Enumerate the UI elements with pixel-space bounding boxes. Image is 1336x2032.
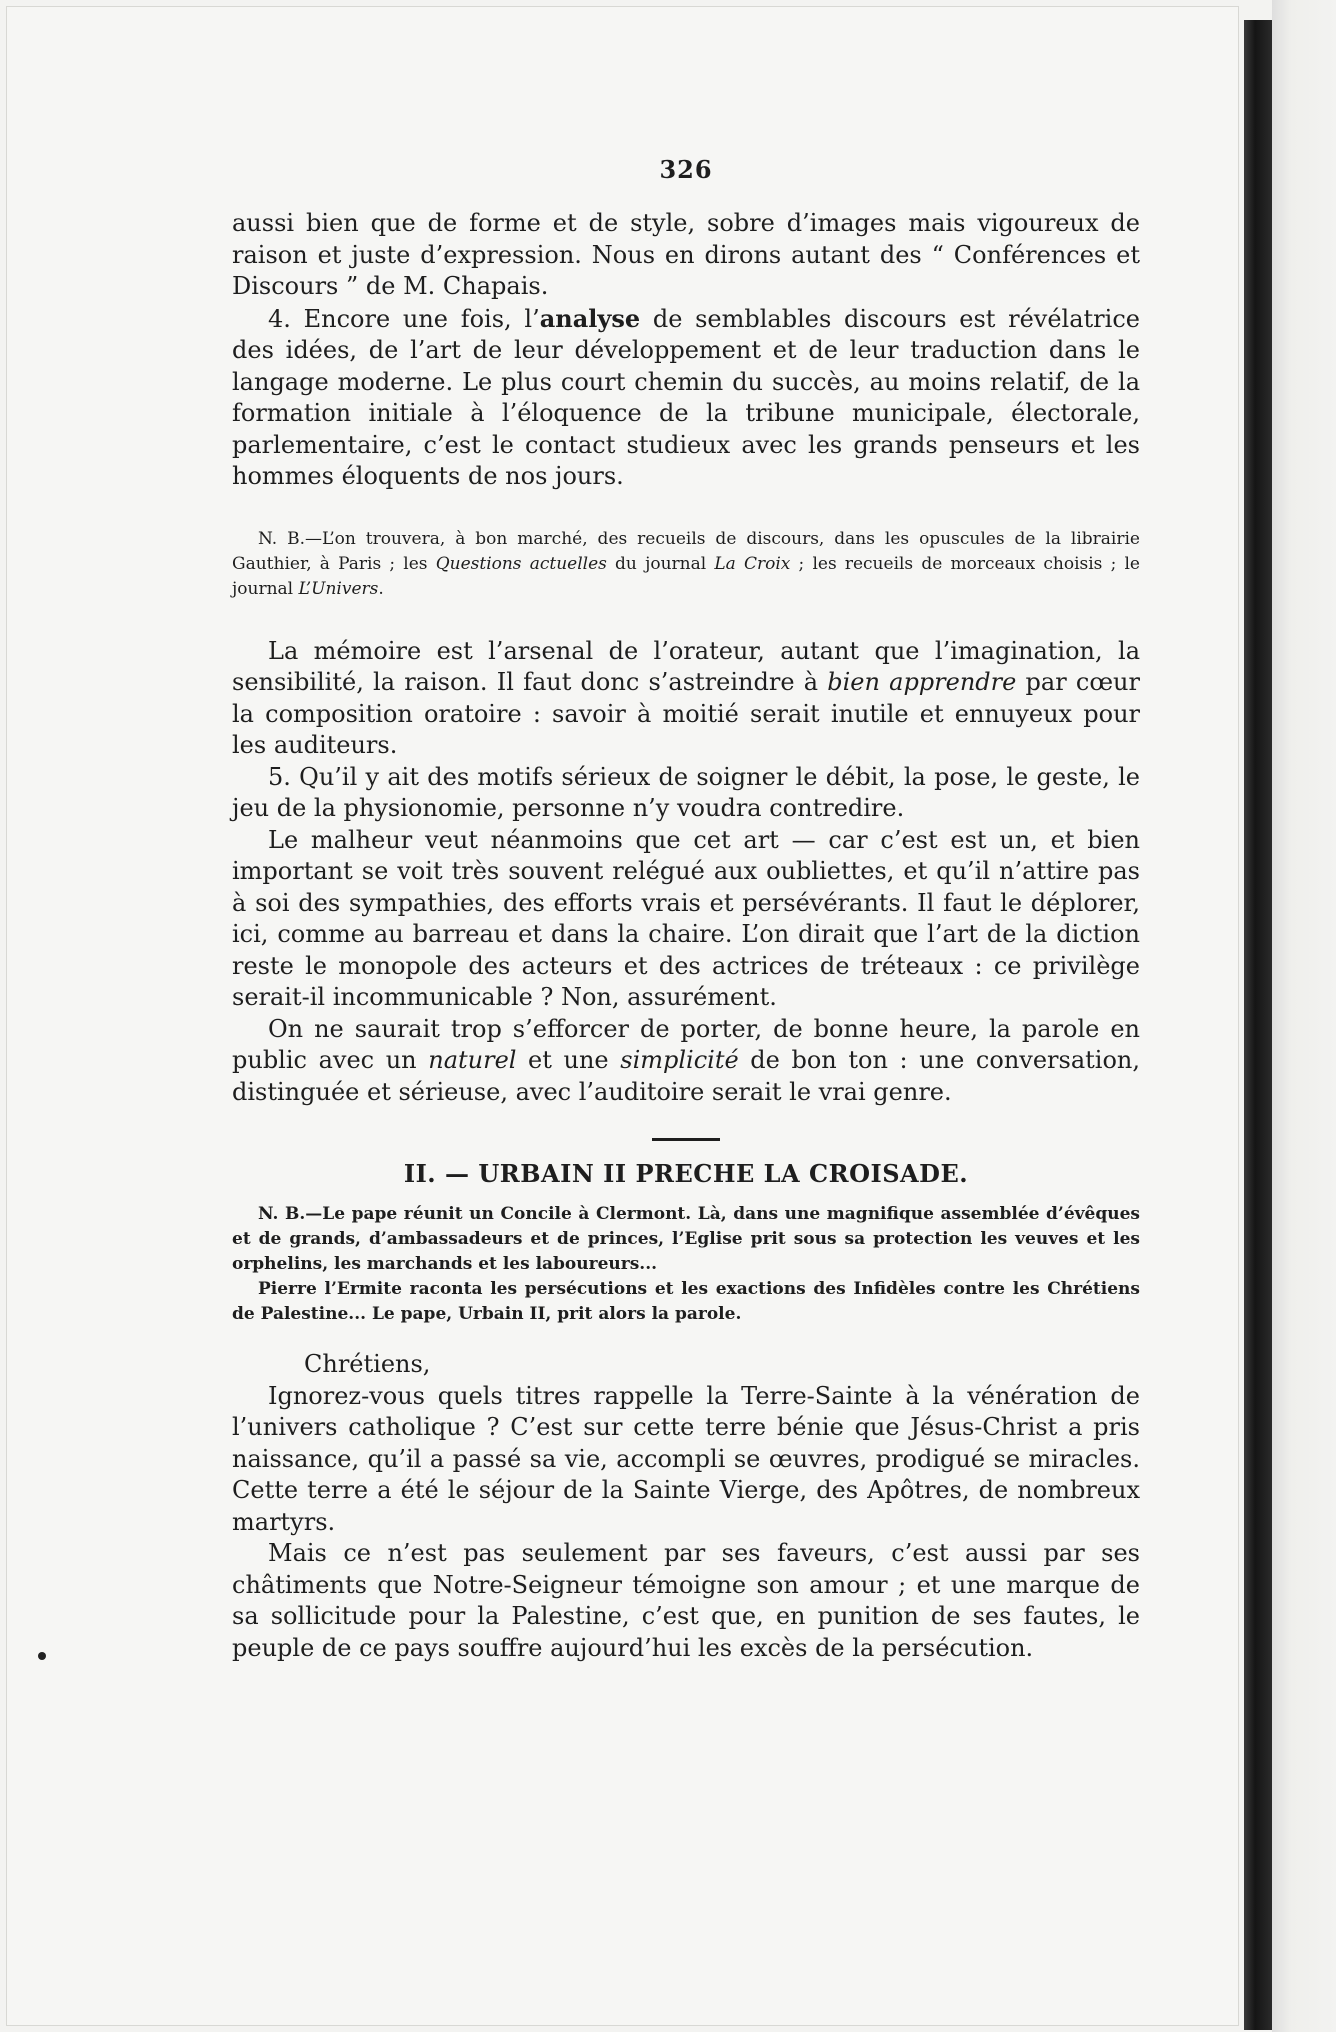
footnote-nb: N. B.—L’on trouvera, à bon marché, des recueils de discours, dans les opuscules de la librairie Gauthier, à Paris ; les Questions actuelles du journal La Croix ; les recueils de morceaux choisis ; le journal L’Univers.	[232, 528, 1140, 599]
text-column	[232, 155, 1140, 1664]
paragraph-saurait: On ne saurait trop s’efforcer de porter, de bonne heure, la parole en public avec un naturel et une simplicité de bon ton : une conversation, distinguée et sérieuse, avec l’auditoire serait le vrai genre.	[232, 1014, 1140, 1106]
note-pierre-ermite: Pierre l’Ermite raconta les persécutions et les exactions des Infidèles contre les Chrétiens de Palestine... Le pape, Urbain II, prit alors la parole.	[232, 1279, 1140, 1324]
section-divider	[652, 1138, 720, 1141]
paragraph-malheur: Le malheur veut néanmoins que cet art — car c’est est un, et bien important se voit très souvent relégué aux oubliettes, et qu’il n’attire pas à soi des sympathies, des efforts vrais et persévérants. Il faut le déplorer, ici, comme au barreau et dans la chaire. L’on dirait que l’art de la diction reste le monopole des acteurs et des actrices de tréteaux : ce privilège serait-il incommunicable ? Non, assurément.	[232, 825, 1140, 1011]
note-concile: N. B.—Le pape réunit un Concile à Clermont. Là, dans une magnifique assemblée d’évêques et de grands, d’ambassadeurs et de princes, l’Eglise prit sous sa protection les veuves et les orphelins, les marchands et les laboureurs...	[232, 1204, 1140, 1274]
section-title: II. — URBAIN II PRECHE LA CROISADE.	[403, 1159, 969, 1188]
bold-term: analyse	[539, 303, 641, 333]
paragraph-memoire: La mémoire est l’arsenal de l’orateur, autant que l’imagination, la sensibilité, la raison. Il faut donc s’astreindre à bien apprendre par cœur la composition oratoire : savoir à moitié serait inutile et ennuyeux pour les auditeurs.	[232, 636, 1140, 759]
facing-page-edge	[1272, 0, 1336, 2032]
book-gutter-shadow	[1244, 20, 1272, 2030]
paragraph-4: 4. Encore une fois, l’analyse de semblables discours est révélatrice des idées, de l’art de leur développement et de leur traduction dans le langage moderne. Le plus court chemin du succès, au moins relatif, de la formation initiale à l’éloquence de la tribune municipale, électorale, parlementaire, c’est le contact studieux avec les grands penseurs et les hommes éloquents de nos jours.	[232, 303, 1140, 490]
speech-paragraph: Ignorez-vous quels titres rappelle la Terre-Sainte à la vénération de l’univers catholique ? C’est sur cette terre bénie que Jésus-Christ a pris naissance, qu’il a passé sa vie, accompli se œuvres, prodigué se miracles. Cette terre a été le séjour de la Sainte Vierge, des Apôtres, de nombreux martyrs.	[232, 1381, 1140, 1536]
paragraph-continued: aussi bien que de forme et de style, sobre d’images mais vigoureux de raison et juste d’expression. Nous en dirons autant des “ Conférences et Discours ” de M. Chapais.	[232, 209, 1140, 300]
page-number: 326	[659, 155, 713, 184]
paragraph-5: 5. Qu’il y ait des motifs sérieux de soigner le débit, la pose, le geste, le jeu de la physionomie, personne n’y voudra contredire.	[232, 762, 1140, 822]
salutation: Chrétiens,	[304, 1350, 431, 1378]
speech-paragraph: Mais ce n’est pas seulement par ses faveurs, c’est aussi par ses châtiments que Notre-Seigneur témoigne son amour ; et une marque de sa sollicitude pour la Palestine, c’est que, en punition de ses fautes, le peuple de ce pays souffre aujourd’hui les excès de la persécution.	[232, 1539, 1140, 1662]
ink-speck	[38, 1652, 46, 1660]
